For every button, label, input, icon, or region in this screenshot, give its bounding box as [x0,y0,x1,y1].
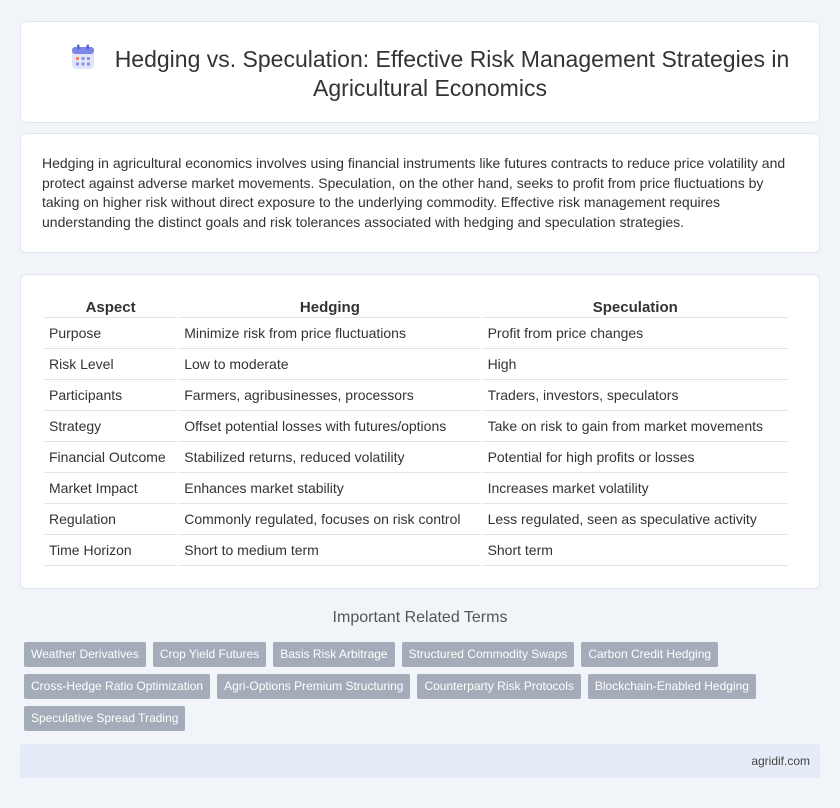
related-term-tag[interactable]: Speculative Spread Trading [24,706,185,731]
table-row [44,349,788,380]
table-row [44,318,788,349]
related-term-tag[interactable]: Blockchain-Enabled Hedging [588,674,756,699]
cell-speculation: Profit from price changes [483,318,788,349]
header-hedging: Hedging [179,295,480,318]
cell-aspect: Time Horizon [44,535,177,566]
header-aspect: Aspect [44,295,177,318]
cell-hedging: Minimize risk from price fluctuations [179,318,480,349]
cell-hedging: Short to medium term [179,535,480,566]
table-row [44,473,788,504]
page-title [61,44,799,103]
cell-hedging: Enhances market stability [179,473,480,504]
cell-speculation: Short term [483,535,788,566]
cell-speculation: Traders, investors, speculators [483,380,788,411]
cell-hedging: Offset potential losses with futures/options [179,411,480,442]
cell-aspect: Purpose [44,318,177,349]
cell-aspect: Participants [44,380,177,411]
related-term-tag[interactable]: Cross-Hedge Ratio Optimization [24,674,210,699]
header-card [20,21,820,123]
cell-aspect: Financial Outcome [44,442,177,473]
header-speculation: Speculation [483,295,788,318]
comparison-table [42,295,790,566]
table-header-row [44,295,788,318]
cell-hedging: Farmers, agribusinesses, processors [179,380,480,411]
intro-card [20,133,820,253]
table-row [44,535,788,566]
cell-hedging: Low to moderate [179,349,480,380]
related-term-tag[interactable]: Carbon Credit Hedging [581,642,718,667]
cell-hedging: Commonly regulated, focuses on risk control [179,504,480,535]
cell-hedging: Stabilized returns, reduced volatility [179,442,480,473]
cell-aspect: Regulation [44,504,177,535]
cell-aspect: Risk Level [44,349,177,380]
related-terms-list [24,642,784,731]
page-title-text: Hedging vs. Speculation: Effective Risk Management Strategies in Agricultural Economics [114,46,790,101]
cell-speculation: High [483,349,788,380]
table-row [44,504,788,535]
cell-aspect: Market Impact [44,473,177,504]
related-term-tag[interactable]: Weather Derivatives [24,642,146,667]
cell-speculation: Take on risk to gain from market movements [483,411,788,442]
footer [20,744,820,778]
comparison-card [20,274,820,589]
related-terms-title: Important Related Terms [332,609,508,626]
cell-speculation: Less regulated, seen as speculative activity [483,504,788,535]
related-term-tag[interactable]: Structured Commodity Swaps [402,642,575,667]
related-term-tag[interactable]: Crop Yield Futures [153,642,266,667]
intro-paragraph: Hedging in agricultural economics involves using financial instruments like futures contracts to reduce price volatility and protect against adverse market movements. Speculation, on the other hand, seeks to profit from price fluctuations by taking on higher risk without direct exposure to the underlying commodity. Effective risk management requires understanding the distinct goals and risk tolerances associated with hedging and speculation strategies. [42,155,786,230]
cell-speculation: Increases market volatility [483,473,788,504]
calendar-icon [71,44,95,70]
related-term-tag[interactable]: Counterparty Risk Protocols [417,674,580,699]
related-term-tag[interactable]: Basis Risk Arbitrage [273,642,394,667]
table-row [44,442,788,473]
cell-speculation: Potential for high profits or losses [483,442,788,473]
table-row [44,380,788,411]
related-term-tag[interactable]: Agri-Options Premium Structuring [217,674,410,699]
footer-site-link[interactable]: agridif.com [751,754,810,768]
table-row [44,411,788,442]
cell-aspect: Strategy [44,411,177,442]
